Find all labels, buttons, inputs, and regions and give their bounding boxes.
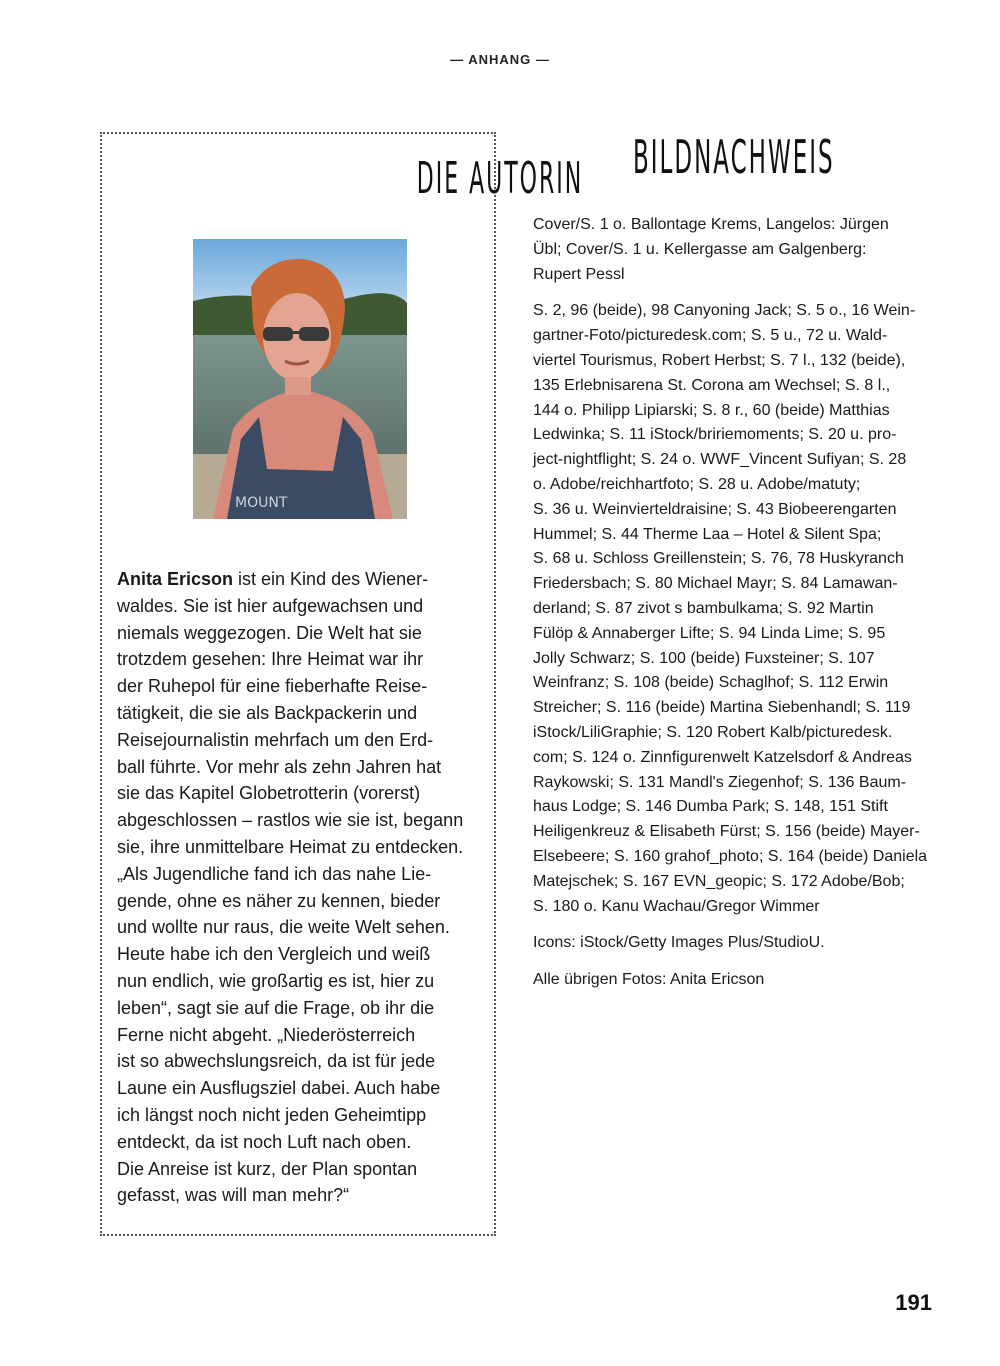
credits-line: viertel Tourismus, Robert Herbst; S. 7 l., 132 (beide), xyxy=(533,351,906,369)
credits-line: com; S. 124 o. Zinnfigurenwelt Katzelsdorf & Andreas xyxy=(533,748,912,766)
credits-line: Hummel; S. 44 Therme Laa – Hotel & Silent Spa; xyxy=(533,525,882,543)
credits-line: Elsebeere; S. 160 grahof_photo; S. 164 (beide) Daniela xyxy=(533,847,928,865)
author-bio-line: sie, ihre unmittelbare Heimat zu entdecken. xyxy=(117,836,464,857)
author-bio-line: entdeckt, da ist noch Luft nach oben. xyxy=(117,1131,412,1152)
credits-line: Cover/S. 1 o. Ballontage Krems, Langelos: Jürgen xyxy=(533,216,889,233)
credits-line: Alle übrigen Fotos: Anita Ericson xyxy=(533,971,765,989)
credits-line: Weinfranz; S. 108 (beide) Schaglhof; S. 112 Erwin xyxy=(533,674,889,692)
credits-line: derland; S. 87 zivot s bambulkama; S. 92 Martin xyxy=(533,599,874,617)
credits-line: Heiligenkreuz & Elisabeth Fürst; S. 156 (beide) Mayer- xyxy=(533,823,920,841)
author-bio-line: ich längst noch nicht jeden Geheimtipp xyxy=(117,1104,427,1125)
author-bio-line: Reisejournalistin mehrfach um den Erd- xyxy=(117,729,434,750)
credits-line: Ledwinka; S. 11 iStock/bririemoments; S. 20 u. pro- xyxy=(533,426,897,444)
author-bio-line: Anita Ericson ist ein Kind des Wiener- xyxy=(117,569,429,589)
credits-paragraph xyxy=(533,968,937,993)
credits-line: Raykowski; S. 131 Mandl's Ziegenhof; S. 136 Baum- xyxy=(533,773,907,791)
author-bio xyxy=(117,566,489,1209)
credits-line: iStock/LiliGraphie; S. 120 Robert Kalb/picturedesk. xyxy=(533,723,893,741)
credits-line: o. Adobe/reichhartfoto; S. 28 u. Adobe/matuty; xyxy=(533,475,861,493)
author-bio-line: waldes. Sie ist hier aufgewachsen und xyxy=(117,595,424,616)
author-bio-line: niemals weggezogen. Die Welt hat sie xyxy=(117,622,422,643)
credits-paragraph xyxy=(533,299,937,919)
credits-line: S. 36 u. Weinvierteldraisine; S. 43 Biobeerengarten xyxy=(533,500,897,518)
author-bio-line: nun endlich, wie großartig es ist, hier zu xyxy=(117,970,435,991)
page-number: 191 xyxy=(895,1290,932,1315)
credits-line: haus Lodge; S. 146 Dumba Park; S. 148, 151 Stift xyxy=(533,798,888,816)
author-bio-line: abgeschlossen – rastlos wie sie ist, begann xyxy=(117,810,464,831)
author-bio-line: gefasst, was will man mehr?“ xyxy=(117,1185,350,1206)
credits-line: S. 180 o. Kanu Wachau/Gregor Wimmer xyxy=(533,897,820,915)
credits-paragraph xyxy=(533,931,937,956)
credits-line: S. 68 u. Schloss Greillenstein; S. 76, 78 Huskyranch xyxy=(533,550,904,568)
running-head: — ANHANG — xyxy=(450,52,550,67)
author-bio-line: leben“, sagt sie auf die Frage, ob ihr die xyxy=(117,997,435,1018)
credits-line: Friedersbach; S. 80 Michael Mayr; S. 84 Lamawan- xyxy=(533,575,898,593)
author-bio-line: ball führte. Vor mehr als zehn Jahren hat xyxy=(117,756,442,777)
credits-line: Jolly Schwarz; S. 100 (beide) Fuxsteiner; S. 107 xyxy=(533,649,875,667)
author-bio-line: sie das Kapitel Globetrotterin (vorerst) xyxy=(117,783,421,804)
author-photo xyxy=(193,239,407,519)
credits-line: S. 2, 96 (beide), 98 Canyoning Jack; S. 5 o., 16 Wein- xyxy=(533,302,916,320)
author-bio-line: gende, ohne es näher zu kennen, bieder xyxy=(117,890,441,911)
author-bio-line: ist so abwechslungsreich, da ist für jede xyxy=(117,1051,436,1072)
author-bio-line: der Ruhepol für eine fieberhafte Reise- xyxy=(117,676,428,697)
author-bio-line: trotzdem gesehen: Ihre Heimat war ihr xyxy=(117,649,424,670)
credits-line: Fülöp & Annaberger Lifte; S. 94 Linda Lime; S. 95 xyxy=(533,624,886,642)
author-heading: DIE AUTORIN xyxy=(416,153,584,204)
author-bio-line: Heute habe ich den Vergleich und weiß xyxy=(117,944,431,965)
credits-line: Übl; Cover/S. 1 u. Kellergasse am Galgenberg: xyxy=(533,240,867,258)
credits-list xyxy=(533,213,937,1005)
credits-line: Icons: iStock/Getty Images Plus/StudioU. xyxy=(533,934,825,952)
credits-line: gartner-Foto/picturedesk.com; S. 5 u., 72 u. Wald- xyxy=(533,327,888,345)
svg-text:MOUNT: MOUNT xyxy=(235,495,288,511)
credits-paragraph xyxy=(533,213,937,287)
author-bio-line: Ferne nicht abgeht. „Niederösterreich xyxy=(117,1024,416,1045)
author-bio-line: Laune ein Ausflugsziel dabei. Auch habe xyxy=(117,1078,441,1099)
author-bio-line: und wollte nur raus, die weite Welt sehen. xyxy=(117,917,450,938)
author-bio-line: „Als Jugendliche fand ich das nahe Lie- xyxy=(117,863,432,884)
credits-heading: BILDNACHWEIS xyxy=(633,130,835,184)
credits-line: 144 o. Philipp Lipiarski; S. 8 r., 60 (beide) Matthias xyxy=(533,401,890,419)
credits-line: Rupert Pessl xyxy=(533,265,625,283)
author-name: Anita Ericson xyxy=(117,569,234,589)
credits-line: 135 Erlebnisarena St. Corona am Wechsel; S. 8 l., xyxy=(533,376,891,394)
credits-line: ject-nightflight; S. 24 o. WWF_Vincent Sufiyan; S. 28 xyxy=(533,451,907,469)
author-bio-line: Die Anreise ist kurz, der Plan spontan xyxy=(117,1158,418,1179)
credits-line: Matejschek; S. 167 EVN_geopic; S. 172 Adobe/Bob; xyxy=(533,872,905,890)
credits-line: Streicher; S. 116 (beide) Martina Siebenhandl; S. 119 xyxy=(533,699,911,717)
author-bio-line: tätigkeit, die sie als Backpackerin und xyxy=(117,702,418,723)
